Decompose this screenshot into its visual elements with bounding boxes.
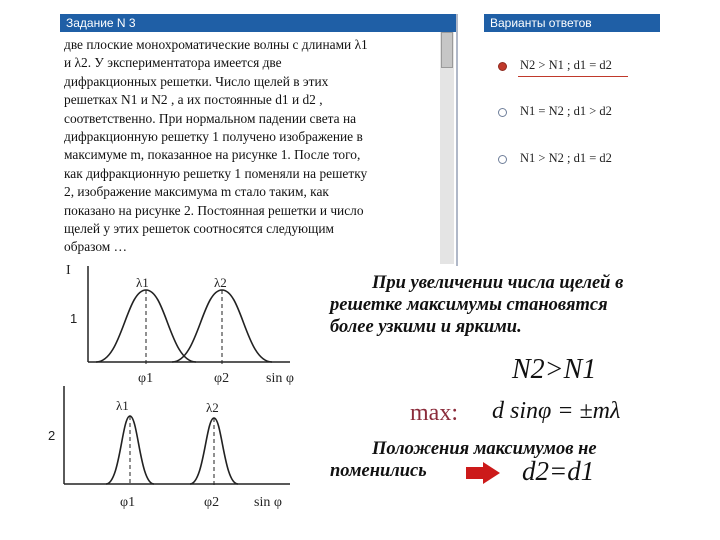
- result-n2-gt-n1: N2>N1: [512, 354, 597, 385]
- result-d2-eq-d1: d2=d1: [522, 456, 595, 486]
- task-line: соответственно. При нормальном падении света на: [64, 110, 357, 126]
- note-line: При увеличении числа щелей в: [372, 273, 624, 293]
- panel-divider: [456, 14, 458, 266]
- note-line: Положения максимумов не: [372, 439, 597, 459]
- radio-button[interactable]: [498, 108, 507, 117]
- fig2-lambda1: λ1: [116, 398, 129, 413]
- arrow-right-icon: [466, 462, 500, 484]
- task-line: и λ2. У экспериментатора имеется две: [64, 55, 282, 71]
- scrollbar-thumb[interactable]: [441, 32, 453, 68]
- answer-text: N1 > N2 ; d1 = d2: [520, 151, 612, 165]
- explanation-note-1: [330, 272, 710, 338]
- task-line: как дифракционную решетку 1 поменяли на решетку: [64, 165, 368, 181]
- fig1-phi1: φ1: [138, 371, 154, 386]
- radio-button[interactable]: [498, 155, 507, 164]
- task-line: 2, изображение максимума m стало таким, как: [64, 184, 329, 200]
- fig1-number: 1: [70, 311, 78, 326]
- answers-header: [484, 14, 660, 32]
- task-line: две плоские монохроматические волны с длинами λ1: [64, 37, 368, 52]
- figure-2: [34, 380, 304, 520]
- grating-formula: d sinφ = ±mλ: [492, 398, 621, 424]
- task-line: щелей у этих решеток соотносятся следующим: [64, 221, 334, 237]
- radio-selected[interactable]: [498, 62, 507, 71]
- figure-1: [60, 260, 310, 392]
- answer-text: N1 = N2 ; d1 > d2: [520, 104, 612, 118]
- task-line: максимуме m, показанное на рисунке 1. После того,: [64, 147, 361, 163]
- task-line: образом …: [64, 239, 128, 255]
- max-label: max:: [410, 400, 458, 426]
- note-line: более узкими и яркими.: [330, 317, 522, 337]
- explanation-note-2: [330, 438, 710, 482]
- task-text: [64, 36, 428, 257]
- answer-option[interactable]: [498, 104, 658, 124]
- task-header: [60, 14, 456, 32]
- task-header-title: Задание N 3: [66, 16, 136, 30]
- task-line: дифракционных решетки. Число щелей в этих: [64, 73, 329, 89]
- answer-option[interactable]: [498, 58, 658, 78]
- task-scrollbar[interactable]: [440, 32, 454, 264]
- answer-text: N2 > N1 ; d1 = d2: [520, 58, 612, 72]
- fig2-phi1: φ1: [120, 495, 136, 510]
- fig1-phi2: φ2: [214, 371, 230, 386]
- fig1-lambda1: λ1: [136, 275, 149, 290]
- fig1-axis-y-label: I: [66, 263, 71, 278]
- fig2-number: 2: [48, 428, 56, 443]
- note-line: решетке максимумы становятся: [330, 295, 608, 315]
- fig1-lambda2: λ2: [214, 275, 227, 290]
- task-line: решетках N1 и N2 , а их постоянные d1 и d2 ,: [64, 92, 323, 108]
- answer-underline: [518, 76, 628, 77]
- fig2-axis-x-label: sin φ: [254, 495, 282, 510]
- fig1-axis-x-label: sin φ: [266, 371, 294, 386]
- answers-header-title: Варианты ответов: [490, 16, 592, 30]
- fig2-lambda2: λ2: [206, 400, 219, 415]
- fig2-phi2: φ2: [204, 495, 220, 510]
- task-line: показано на рисунке 2. Постоянная решетки и число: [64, 202, 364, 218]
- answer-option[interactable]: [498, 151, 658, 171]
- note-line: поменились: [330, 461, 427, 481]
- task-line: дифракционную решетку 1 получено изображение в: [64, 129, 363, 145]
